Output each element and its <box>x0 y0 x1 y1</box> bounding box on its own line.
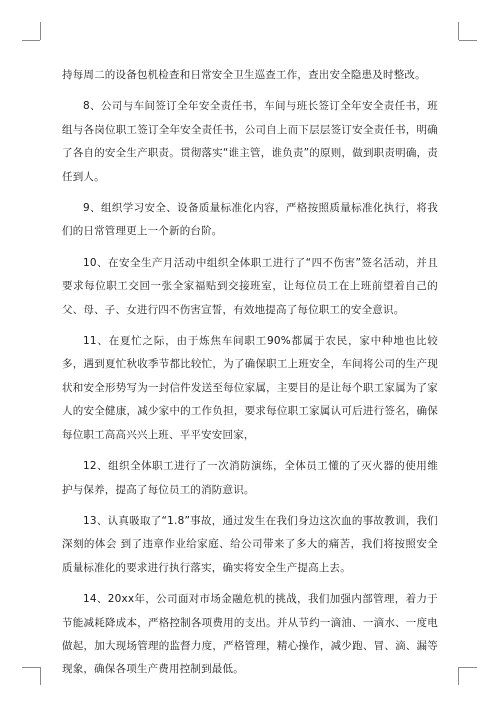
paragraph-item-9: 9、组织学习安全、设备质量标准化内容，严格按照质量标准化执行，将我们的日常管理更上一个新的台阶。 <box>62 202 438 238</box>
crop-mark-bottom-right-vertical <box>458 667 459 685</box>
crop-mark-bottom-left-vertical <box>40 667 41 685</box>
paragraph-item-12: 12、组织全体职工进行了一次消防演练，全体员工懂的了灭火器的使用维护与保养，提高了每位员工的消防意识。 <box>62 460 438 496</box>
crop-mark-top-right-vertical <box>458 22 459 40</box>
crop-mark-top-left-vertical <box>40 22 41 40</box>
crop-mark-top-left-horizontal <box>22 40 40 41</box>
paragraph-item-8: 8、公司与车间签订全年安全责任书，车间与班长签订全年安全责任书，班组与各岗位职工签订全年安全责任书，公司自上而下层层签订安全责任书，明确了各自的安全生产职责。贯彻落实“谁主管，谁负责”的原则，做到职责明确，责任到人。 <box>62 100 438 183</box>
crop-mark-bottom-right-horizontal <box>459 667 477 668</box>
paragraph-item-13: 13、认真吸取了“1.8”事故，通过发生在我们身边这次血的事故教训，我们深刻的体会 到了违章作业给家庭、给公司带来了多大的痛苦，我们将按照安全质量标准化的要求进行执行落实，确实将安全生产提高上去。 <box>62 514 438 574</box>
paragraph-continuation: 持每周二的设备包机检查和日常安全卫生巡查工作，查出安全隐患及时整改。 <box>62 69 426 81</box>
document-body <box>62 64 438 690</box>
crop-mark-bottom-left-horizontal <box>22 667 40 668</box>
paragraph-item-14: 14、20xx年，公司面对市场金融危机的挑战，我们加强内部管理，着力于节能减耗降成本，严格控制各项费用的支出。并从节约一滴油、一滴水、一度电做起，加大现场管理的监督力度，严格管理，精心操作，减少跑、冒、滴、漏等现象，确保各项生产费用控制到最低。 <box>62 593 438 676</box>
crop-mark-top-right-horizontal <box>459 40 477 41</box>
paragraph-item-10: 10、在安全生产月活动中组织全体职工进行了“四不伤害”签名活动，并且要求每位职工交回一张全家福贴到交接班室，让每位员工在上班前望着自己的父、母、子、女进行四不伤害宣誓，有效地提高了每位职工的安全意识。 <box>62 256 438 316</box>
paragraph-item-11: 11、在夏忙之际，由于炼焦车间职工90%都属于农民，家中种地也比较多，遇到夏忙秋收季节都比较忙，为了确保职工上班安全，车间将公司的生产现状和安全形势写为一封信件发送至每位家属，主要目的是让每个职工家属为了家人的安全健康，减少家中的工作负担，要求每位职工家属认可后进行签名，确保每位职工高高兴兴上班、平平安安回家， <box>62 335 438 441</box>
